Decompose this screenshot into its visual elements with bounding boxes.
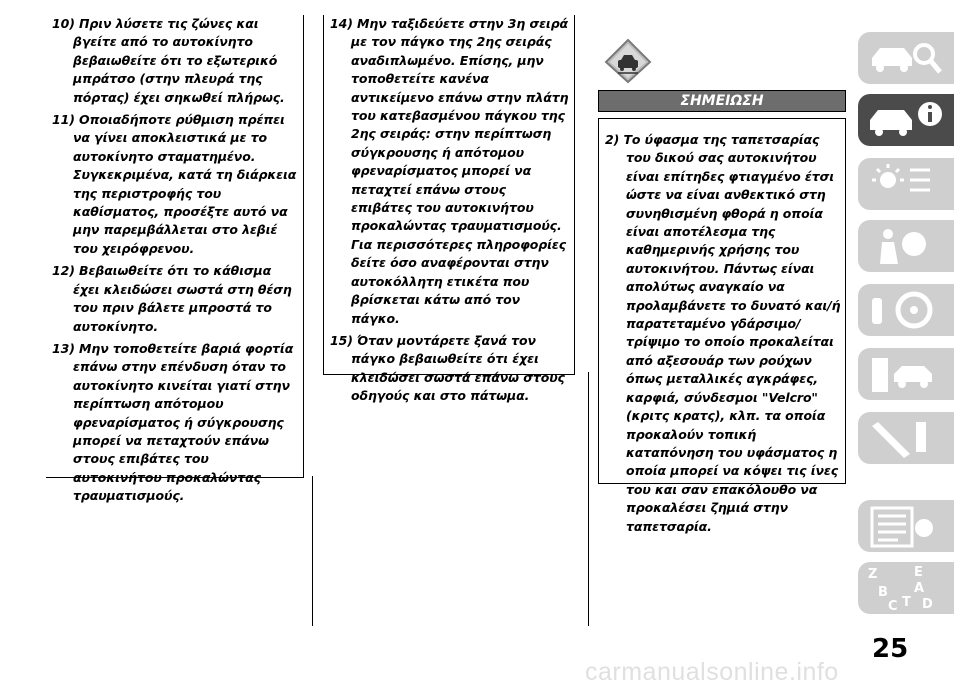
- column-1: [46, 15, 304, 504]
- note-header: ΣΗΜΕΙΩΣΗ: [598, 90, 846, 112]
- warning-item-14: 14) Μην ταξιδεύετε στην 3η σειρά με τον πάγκο της 2ης σειράς αναδιπλωμένο. Επίσης, μην τοποθετείτε κανένα αντικείμενο επάνω στην πλάτη του κατεβασμένου πάγκου της 2ης σειράς: στην περίπτωση σύγκρουσης ή απότομου φρεναρίσματος μπορεί να πεταχτεί επάνω στους επιβάτες του αυτοκινήτου προκαλώντας τραυματισμούς. Για περισσότερες πληροφορίες δείτε όσο αναφέρονται στην αυτοκόλλητη ετικέτα που βρίσκεται κάτω από τον πάγκο.: [330, 16, 569, 326]
- tab-index[interactable]: [858, 562, 954, 614]
- airbag-icon: [858, 220, 954, 272]
- steering-wheel-icon: [858, 284, 954, 336]
- note-item-2: 2) Το ύφασμα της ταπετσαρίας του δικού σας αυτοκινήτου είναι επίτηδες φτιαγμένο έτσι ώστε να είναι ανθεκτικό στη συνηθισμένη φθορά η οποία είναι αποτέλεσμα της καθημερινής χρήσης του αυτοκινήτου. Πάντως είναι απολύτως αναγκαίο να προλαμβάνετε το δυνατό και/ή παρατεταμένο γδάρσιμο/τρίψιμο το οποίο προκαλείται από αξεσουάρ των ρούχων όπως μεταλλικές αγκράφες, καρφιά, σύνδεσμοι "Velcro" (κριτς κρατς), κλπ. τα οποία προκαλούν τοπική καταπόνηση του υφάσματος η οποία μπορεί να κόψει τις ίνες του και σαν επακόλουθο να προκαλέσει ζημιά στην ταπετσαρία.: [605, 132, 841, 534]
- index-letters-icon: [858, 562, 954, 614]
- tab-warning-lights[interactable]: [858, 158, 954, 210]
- index-letter: A: [914, 581, 925, 596]
- tab-car-info[interactable]: [858, 94, 954, 146]
- index-letter: D: [922, 597, 933, 612]
- column-2: [323, 15, 575, 404]
- car-repair-icon: [858, 348, 954, 400]
- specifications-icon: [858, 500, 954, 552]
- warning-item-15: 15) Όταν μοντάρετε ξανά τον πάγκο βεβαιωθείτε ότι έχει κλειδώσει σωστά επάνω στους οδηγούς και στο πάτωμα.: [330, 332, 565, 404]
- tab-maintenance[interactable]: [858, 412, 954, 464]
- tab-car-search[interactable]: [858, 32, 954, 84]
- tab-car-repair[interactable]: [858, 348, 954, 400]
- warning-item-13: 13) Μην τοποθετείτε βαριά φορτία επάνω στην επένδυση όταν το αυτοκίνητο κινείται γιατί στην περίπτωση απότομου φρεναρίσματος ή σύγκρουσης μπορεί να πεταχτούν επάνω στους επιβάτες του αυτοκινήτου προκαλώντας τραυματισμούς.: [52, 340, 294, 504]
- car-info-icon: [858, 94, 954, 146]
- warning-light-icon: [858, 158, 954, 210]
- car-search-icon: [858, 32, 954, 84]
- watermark: carmanualsonline.info: [585, 658, 839, 686]
- index-letter: T: [902, 595, 911, 610]
- tab-specifications[interactable]: [858, 500, 954, 552]
- column-divider: [312, 476, 313, 626]
- note-symbol-icon: [604, 38, 652, 84]
- warning-item-11: 11) Οποιαδήποτε ρύθμιση πρέπει να γίνει αποκλειστικά με το αυτοκίνητο σταματημένο. Συγκεκριμένα, κατά τη διάρκεια της περιστροφής του καθίσματος, προσέξτε αυτό να μην παρεμβάλλεται στο λεβιέ του χειρόφρενου.: [52, 112, 297, 256]
- index-letter: Z: [868, 567, 878, 582]
- index-letter: B: [878, 585, 888, 600]
- index-letter: E: [914, 565, 923, 580]
- note-box: [598, 118, 846, 534]
- tab-steering[interactable]: [858, 284, 954, 336]
- tab-airbag[interactable]: [858, 220, 954, 272]
- warning-item-10: 10) Πριν λύσετε τις ζώνες και βγείτε από το αυτοκίνητο βεβαιωθείτε ότι το εξωτερικό μπράτσο (στην πλευρά της πόρτας) έχει σηκωθεί πλήρως.: [52, 16, 285, 105]
- index-letter: C: [888, 599, 898, 614]
- maintenance-tools-icon: [858, 412, 954, 464]
- page-number: 25: [872, 634, 909, 664]
- column-divider: [588, 372, 589, 626]
- warning-item-12: 12) Βεβαιωθείτε ότι το κάθισμα έχει κλειδώσει σωστά στη θέση του πριν βάλετε μπροστά το αυτοκίνητο.: [52, 263, 292, 334]
